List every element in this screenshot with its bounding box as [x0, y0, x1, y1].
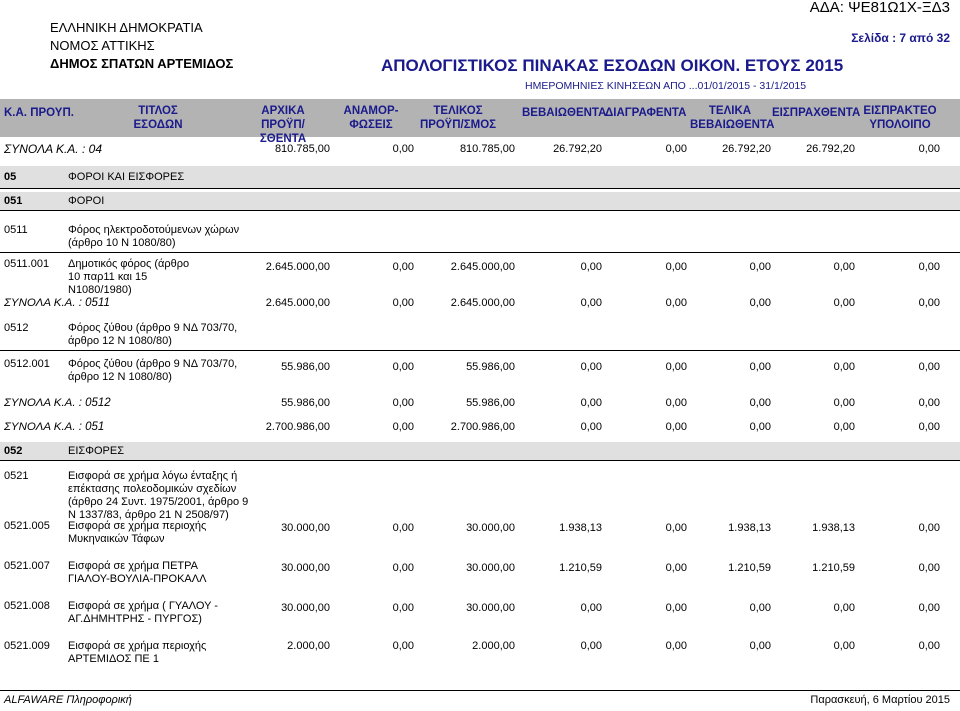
col-titlos: ΤΙΤΛΟΣ ΕΣΟΔΩΝ [133, 105, 183, 131]
cell: 0,00 [833, 361, 855, 373]
cell: 0,00 [392, 522, 414, 534]
cell: 0,00 [665, 562, 687, 574]
footer-date: Παρασκευή, 6 Μαρτίου 2015 [810, 694, 950, 706]
col-bebaiothenta: ΒΕΒΑΙΩΘΕΝΤΑ [522, 107, 607, 119]
group-title: ΕΙΣΦΟΡΕΣ [68, 445, 124, 457]
cell: 30.000,00 [281, 522, 330, 534]
cell: 0,00 [392, 143, 414, 155]
cell: 2.645.000,00 [450, 297, 515, 309]
cell: 0,00 [749, 421, 771, 433]
cell: 0,00 [580, 261, 602, 273]
col-telikos: ΤΕΛΙΚΟΣ ΠΡΟΫΠ/ΣΜΟΣ [419, 105, 497, 131]
cell: 0,00 [665, 143, 687, 155]
subgroup-code: 0511 [4, 224, 28, 236]
cell: 0,00 [580, 640, 602, 652]
row-code: 0521.009 [4, 640, 50, 652]
cell: 0,00 [833, 421, 855, 433]
cell: 55.986,00 [466, 361, 515, 373]
col-anamorfoseis: ΑΝΑΜΟΡ- ΦΩΣΕΙΣ [343, 105, 399, 131]
cell: 1.938,13 [728, 522, 771, 534]
cell: 0,00 [749, 297, 771, 309]
cell: 0,00 [392, 640, 414, 652]
cell: 0,00 [580, 421, 602, 433]
cell: 0,00 [918, 522, 940, 534]
divider [0, 460, 960, 461]
cell: 2.000,00 [472, 640, 515, 652]
date-range: ΗΜΕΡΟΜΗΝΙΕΣ ΚΙΝΗΣΕΩΝ ΑΠΟ ...01/01/2015 - 31/1/2015 [525, 80, 807, 92]
cell: 30.000,00 [466, 522, 515, 534]
republic-label: ΕΛΛΗΝΙΚΗ ΔΗΜΟΚΡΑΤΙΑ [50, 20, 203, 35]
row-code: 0511.001 [4, 258, 50, 270]
group-code: 051 [4, 195, 23, 207]
cell: 0,00 [665, 522, 687, 534]
divider [0, 188, 960, 189]
cell: 2.645.000,00 [265, 261, 330, 273]
cell: 2.000,00 [287, 640, 330, 652]
cell: 55.986,00 [281, 397, 330, 409]
ada-label: ΑΔΑ: ΨΕ81Ω1Χ-ΞΔ3 [809, 0, 950, 16]
sum-label: ΣΥΝΟΛΑ Κ.Α. : 04 [4, 142, 103, 156]
sum-label: ΣΥΝΟΛΑ Κ.Α. : 051 [4, 421, 105, 433]
cell: 0,00 [918, 143, 940, 155]
col-telika: ΤΕΛΙΚΑ ΒΕΒΑΙΩΘΕΝΤΑ [690, 105, 775, 131]
cell: 0,00 [665, 602, 687, 614]
cell: 30.000,00 [281, 602, 330, 614]
subgroup-code: 0521 [4, 470, 29, 482]
page-number: Σελίδα : 7 από 32 [851, 31, 950, 45]
subgroup-title: Φόρος ζύθου (άρθρο 9 ΝΔ 703/70, άρθρο 12 Ν 1080/80) [68, 322, 238, 347]
row-title: Εισφορά σε χρήμα περιοχής Μυκηναικών Τάφων [68, 520, 207, 545]
cell: 2.645.000,00 [450, 261, 515, 273]
cell: 0,00 [749, 361, 771, 373]
divider [0, 350, 960, 351]
cell: 0,00 [665, 397, 687, 409]
row-title: Εισφορά σε χρήμα περιοχής ΑΡΤΕΜΙΔΟΣ ΠΕ 1 [68, 640, 207, 665]
cell: 26.792,20 [553, 143, 602, 155]
group-band-051 [0, 192, 960, 210]
cell: 0,00 [580, 397, 602, 409]
page-title: ΑΠΟΛΟΓΙΣΤΙΚΟΣ ΠΙΝΑΚΑΣ ΕΣΟΔΩΝ ΟΙΚΟΝ. ΕΤΟΥΣ 2015 [381, 56, 844, 75]
cell: 0,00 [392, 361, 414, 373]
cell: 2.700.986,00 [265, 421, 330, 433]
cell: 810.785,00 [459, 143, 515, 155]
col-eispraxthenta: ΕΙΣΠΡΑΧΘΕΝΤΑ [772, 107, 861, 119]
footer-left: ALFAWARE Πληροφορική [4, 694, 132, 706]
cell: 0,00 [580, 602, 602, 614]
cell: 0,00 [749, 397, 771, 409]
cell: 30.000,00 [466, 602, 515, 614]
group-band-052 [0, 442, 960, 460]
sum-label: ΣΥΝΟΛΑ Κ.Α. : 0512 [4, 397, 111, 409]
cell: 0,00 [665, 361, 687, 373]
row-code: 0521.007 [4, 560, 50, 572]
cell: 0,00 [749, 602, 771, 614]
subgroup-title: Εισφορά σε χρήμα λόγω ένταξης ή επέκτασης πολεοδομικών σχεδίων (άρθρο 24 Συντ. 1975/2001, άρθρο 9 Ν 1337/83, άρθρο 21 Ν 2508/97) [68, 470, 249, 521]
subgroup-title: Φόρος ηλεκτροδοτούμενων χώρων (άρθρο 10 Ν 1080/80) [68, 224, 240, 249]
cell: 0,00 [918, 640, 940, 652]
prefecture-label: ΝΟΜΟΣ ΑΤΤΙΚΗΣ [50, 38, 155, 53]
cell: 0,00 [918, 397, 940, 409]
cell: 0,00 [749, 640, 771, 652]
cell: 1.210,59 [559, 562, 602, 574]
cell: 0,00 [833, 397, 855, 409]
cell: 1.938,13 [812, 522, 855, 534]
cell: 0,00 [749, 261, 771, 273]
cell: 0,00 [665, 421, 687, 433]
cell: 0,00 [580, 297, 602, 309]
cell: 0,00 [392, 261, 414, 273]
cell: 0,00 [833, 297, 855, 309]
col-arxika: ΑΡΧΙΚΑ ΠΡΟΫΠ/ΣΘΕΝΤΑ [259, 105, 307, 145]
divider [0, 210, 960, 211]
cell: 810.785,00 [274, 143, 330, 155]
row-code: 0521.005 [4, 520, 50, 532]
col-ka: Κ.Α. ΠΡΟΥΠ. [4, 107, 74, 119]
group-code: 052 [4, 445, 23, 457]
cell: 0,00 [392, 602, 414, 614]
municipality-label: ΔΗΜΟΣ ΣΠΑΤΩΝ ΑΡΤΕΜΙΔΟΣ [50, 56, 234, 71]
group-title: ΦΟΡΟΙ [68, 195, 105, 207]
cell: 1.210,59 [728, 562, 771, 574]
cell: 0,00 [833, 640, 855, 652]
cell: 2.700.986,00 [450, 421, 515, 433]
footer-divider [0, 690, 960, 691]
cell: 30.000,00 [281, 562, 330, 574]
cell: 0,00 [918, 602, 940, 614]
cell: 0,00 [392, 397, 414, 409]
row-code: 0521.008 [4, 600, 50, 612]
divider [0, 252, 960, 253]
cell: 55.986,00 [466, 397, 515, 409]
cell: 0,00 [392, 297, 414, 309]
cell: 26.792,20 [722, 143, 771, 155]
cell: 0,00 [918, 261, 940, 273]
cell: 30.000,00 [466, 562, 515, 574]
cell: 26.792,20 [806, 143, 855, 155]
cell: 1.210,59 [812, 562, 855, 574]
subgroup-code: 0512 [4, 322, 29, 334]
cell: 0,00 [918, 361, 940, 373]
row-title: Εισφορά σε χρήμα ΠΕΤΡΑ ΓΙΑΛΟΥ-ΒΟΥΛΙΑ-ΠΡΟΚΑΛΛ [68, 560, 207, 585]
cell: 0,00 [918, 421, 940, 433]
cell: 0,00 [580, 361, 602, 373]
row-title: Δημοτικός φόρος (άρθρο 10 παρ11 και 15 Ν1080/1980) [68, 258, 190, 296]
cell: 0,00 [918, 297, 940, 309]
cell: 2.645.000,00 [265, 297, 330, 309]
cell: 0,00 [392, 421, 414, 433]
cell: 0,00 [665, 261, 687, 273]
cell: 0,00 [918, 562, 940, 574]
col-eispraktea: ΕΙΣΠΡΑΚΤΕΟ ΥΠΟΛΟΙΠΟ [863, 105, 937, 131]
sum-label: ΣΥΝΟΛΑ Κ.Α. : 0511 [4, 297, 110, 309]
cell: 55.986,00 [281, 361, 330, 373]
cell: 0,00 [833, 602, 855, 614]
row-code: 0512.001 [4, 358, 50, 370]
row-title: Εισφορά σε χρήμα ( ΓΥΑΛΟΥ - ΑΓ.ΔΗΜΗΤΡΗΣ - ΠΥΡΓΟΣ) [68, 600, 218, 625]
cell: 0,00 [833, 261, 855, 273]
group-code: 05 [4, 171, 17, 183]
cell: 0,00 [665, 297, 687, 309]
col-diagrafenta: ΔΙΑΓΡΑΦΕΝΤΑ [605, 107, 687, 119]
cell: 0,00 [665, 640, 687, 652]
cell: 0,00 [392, 562, 414, 574]
row-title: Φόρος ζύθου (άρθρο 9 ΝΔ 703/70, άρθρο 12 Ν 1080/80) [68, 358, 238, 383]
group-title: ΦΟΡΟΙ ΚΑΙ ΕΙΣΦΟΡΕΣ [68, 171, 185, 183]
cell: 1.938,13 [559, 522, 602, 534]
